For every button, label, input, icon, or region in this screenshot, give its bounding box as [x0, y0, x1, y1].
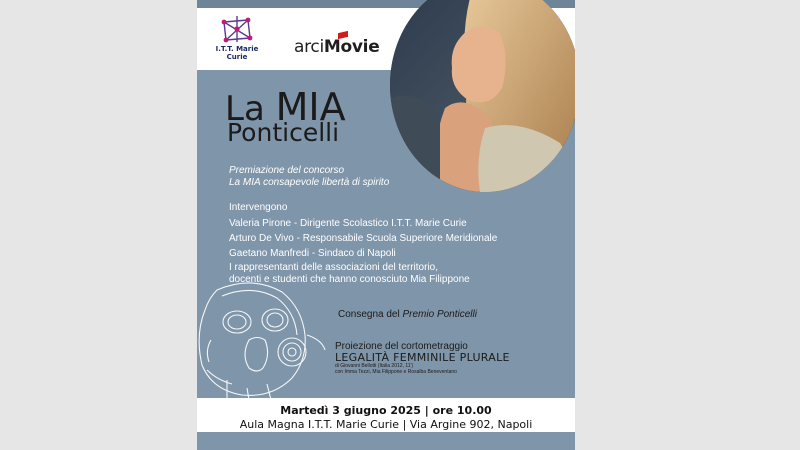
associations-line-1: I rappresentanti delle associazioni del territorio, — [229, 262, 438, 273]
projection-label: Proiezione del cortometraggio — [335, 341, 468, 352]
portrait-image — [390, 0, 575, 192]
event-date: Martedì 3 giugno 2025 | ore 10.00 — [280, 404, 492, 417]
speakers-heading: Intervengono — [229, 202, 288, 213]
film-credits-2: con Imma Tezzi, Mia Filippone e Rosalba Beneventano — [335, 369, 457, 375]
award-delivery-name: Premio Ponticelli — [402, 309, 477, 320]
film-title: LEGALITÀ FEMMINILE PLURALE — [335, 351, 510, 364]
associations-line-2: docenti e studenti che hanno conosciuto Mia Filippone — [229, 274, 470, 285]
title-ponticelli: Ponticelli — [227, 118, 340, 147]
speaker-item: Gaetano Manfredi - Sindaco di Napoli — [229, 248, 396, 259]
award-delivery — [338, 309, 477, 320]
bottom-band — [197, 432, 575, 450]
award-line-2: La MIA consapevole libertà di spirito — [229, 177, 390, 188]
title-la: La — [225, 89, 265, 129]
title-mia: MIA — [275, 85, 346, 129]
portrait-photo — [390, 0, 575, 192]
arcimovie-logo — [294, 37, 379, 57]
film-credits-1: di Giovanni Bellotti (Italia 2012, 11') — [335, 363, 414, 369]
event-place: Aula Magna I.T.T. Marie Curie | Via Argine 902, Napoli — [239, 418, 533, 431]
school-logo-text: I.T.T. Marie Curie — [215, 45, 259, 61]
arci-logo-part: arci — [294, 37, 324, 57]
award-line-1: Premiazione del concorso — [229, 165, 345, 176]
award-delivery-prefix: Consegna del — [338, 309, 400, 320]
award-description — [229, 165, 389, 189]
speaker-item: Valeria Pirone - Dirigente Scolastico I.T.T. Marie Curie — [229, 218, 467, 229]
gas-mask-illustration — [197, 280, 327, 400]
molecule-icon — [218, 14, 256, 44]
event-poster — [197, 0, 575, 450]
school-logo — [207, 14, 267, 61]
movie-logo-part: Movie — [323, 37, 380, 57]
speaker-item: Arturo De Vivo - Responsabile Scuola Superiore Meridionale — [229, 233, 498, 244]
speakers-section — [229, 200, 497, 285]
projection-section — [335, 341, 510, 375]
